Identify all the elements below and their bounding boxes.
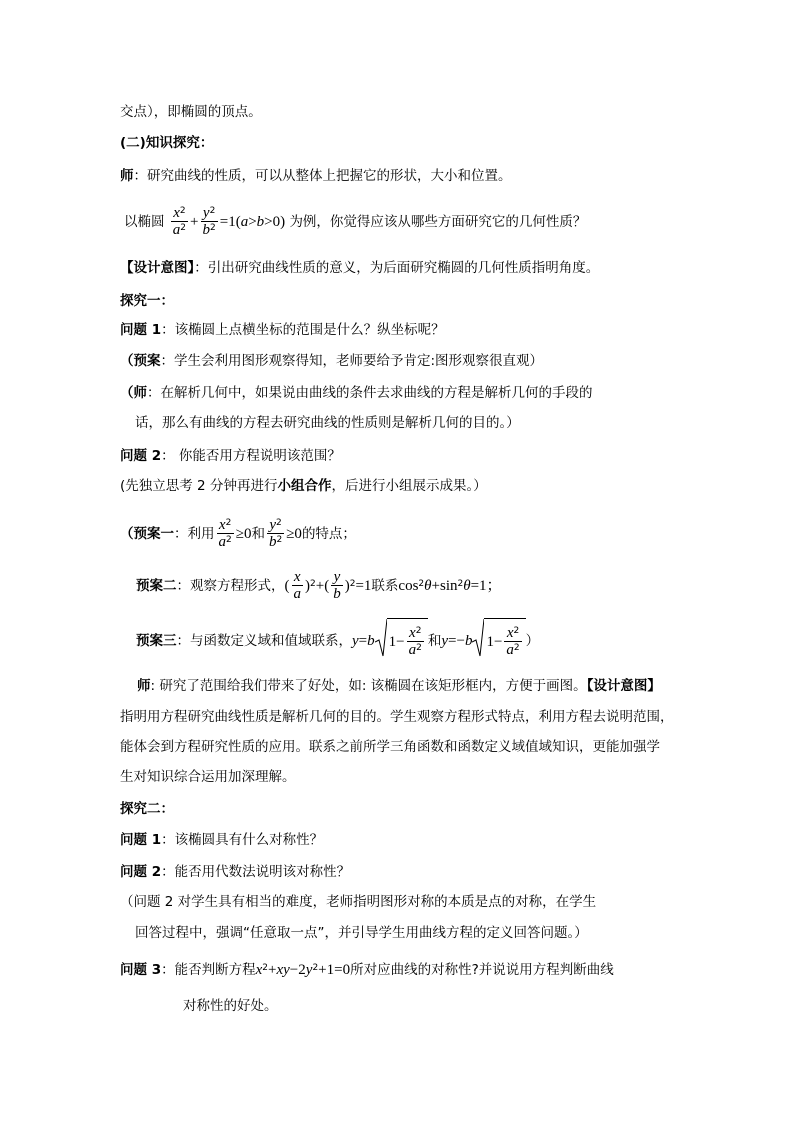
text: ）	[525, 633, 540, 649]
ellipse-equation: $\frac{x^2}{a^2}$ + $\frac{y^2}{b^2}$ =1(a>b>0)	[172, 205, 286, 238]
label: 问题 1	[120, 832, 162, 848]
text-line	[183, 996, 278, 1016]
text-line	[120, 892, 596, 912]
text: ：利用	[174, 526, 215, 542]
inequality-y: $\frac{y^2}{b^2}$ ≥0	[268, 517, 302, 550]
text-line	[120, 446, 341, 466]
section-heading	[120, 133, 213, 153]
text: (先独立思考 2 分钟再进行	[120, 478, 278, 494]
text: 为例，你觉得应该从哪些方面研究它的几何性质？	[289, 214, 587, 230]
label: 预案二	[136, 578, 177, 594]
text: 对称性的好处。	[183, 998, 278, 1014]
heading-text: 探究二：	[120, 801, 174, 817]
trig-identity: $\cos^2\theta+\sin^2\theta=1$；	[398, 578, 502, 594]
text: ：该椭圆具有什么对称性？	[161, 832, 324, 848]
text: : 研究了范围给我们带来了好处，如: 该椭圆在该矩形框内，方便于画图。	[150, 678, 587, 694]
text: ：在解析几何中，如果说由曲线的条件去求曲线的方程是解析几何的手段的	[147, 385, 593, 401]
text-line	[120, 830, 323, 850]
label: 问题 3	[120, 962, 162, 978]
label: （预案一	[120, 526, 174, 542]
label: （师	[120, 385, 147, 401]
text: 生对知识综合运用加深理解。	[120, 769, 296, 785]
label: 问题 2	[120, 864, 162, 880]
text-line	[136, 564, 502, 608]
text: ：引出研究曲线性质的意义，为后面研究椭圆的几何性质指明角度。	[194, 260, 600, 276]
text: 指明用方程研究曲线性质是解析几何的目的。学生观察方程形式特点，利用方程去说明范围，	[120, 709, 674, 725]
emphasis: 小组合作	[277, 478, 332, 494]
text-line	[137, 676, 661, 696]
label: 【设计意图】	[586, 678, 661, 694]
text: 和	[251, 526, 265, 542]
text: 回答过程中，强调“任意取一点”，并引导学生用曲线方程的定义回答问题。）	[135, 925, 588, 941]
label: （预案	[120, 353, 161, 369]
text: 和	[427, 633, 442, 649]
text: 所对应曲线的对称性?并说说用方程判断曲线	[350, 962, 614, 978]
label: 师	[137, 678, 151, 694]
section-heading	[120, 799, 174, 819]
text-line	[120, 351, 543, 371]
text-line	[120, 862, 350, 882]
text-line	[124, 200, 586, 244]
text-line	[136, 618, 539, 664]
text-line	[120, 960, 614, 980]
heading-text: (二)知识探究：	[120, 135, 214, 151]
text-line	[120, 767, 296, 787]
text: ：观察方程形式，	[176, 578, 285, 594]
text: 的特点；	[301, 526, 356, 542]
text: ：能否判断方程	[161, 962, 256, 978]
label: 预案三	[136, 633, 177, 649]
text-line	[120, 737, 660, 757]
text-line	[120, 166, 512, 186]
text-line	[120, 320, 445, 340]
text: ，后进行小组展示成果。）	[331, 478, 487, 494]
text: ：该椭圆上点横坐标的范围是什么？纵坐标呢？	[161, 322, 445, 338]
text: ：与函数定义域和值域联系，	[176, 633, 352, 649]
text: 以椭圆	[124, 214, 165, 230]
text: 话，那么有曲线的方程去研究曲线的性质则是解析几何的目的。）	[135, 415, 520, 431]
equation-curve: $x^2+xy-2y^2+1=0$	[255, 962, 351, 978]
text-line	[120, 512, 356, 556]
text: ： 你能否用方程说明该范围？	[161, 448, 341, 464]
text: ：学生会利用图形观察得知，老师要给予肯定:图形观察很直观）	[160, 353, 544, 369]
text-line	[135, 413, 520, 433]
inequality-x: $\frac{x^2}{a^2}$ ≥0	[218, 517, 252, 550]
text-line	[120, 102, 262, 122]
label: 师	[120, 168, 134, 184]
text: ：能否用代数法说明该对称性？	[161, 864, 351, 880]
function-lower: y=−b 1− $\frac{x^2}{a^2}$	[441, 633, 525, 649]
text: ：研究曲线的性质，可以从整体上把握它的形状，大小和位置。	[133, 168, 512, 184]
param-equation: ( $\frac{x}{a}$ )$^2$+( $\frac{y}{b}$ )$^2$=1	[284, 569, 372, 602]
section-heading	[120, 291, 174, 311]
text-line	[120, 476, 487, 496]
label: 问题 1	[120, 322, 162, 338]
text-line	[120, 383, 593, 403]
function-upper: y=b 1− $\frac{x^2}{a^2}$	[352, 633, 428, 649]
text: 能体会到方程研究性质的应用。联系之前所学三角函数和函数定义域值域知识，更能加强学	[120, 739, 660, 755]
label: 问题 2	[120, 448, 162, 464]
text: 联系	[371, 578, 399, 594]
heading-text: 探究一：	[120, 293, 174, 309]
text-line	[120, 707, 674, 727]
text: 交点），即椭圆的顶点。	[120, 104, 262, 120]
label: 【设计意图】	[120, 260, 195, 276]
text-line	[120, 258, 599, 278]
text: （问题 2 对学生具有相当的难度，老师指明图形对称的本质是点的对称，在学生	[120, 894, 597, 910]
text-line	[135, 923, 588, 943]
